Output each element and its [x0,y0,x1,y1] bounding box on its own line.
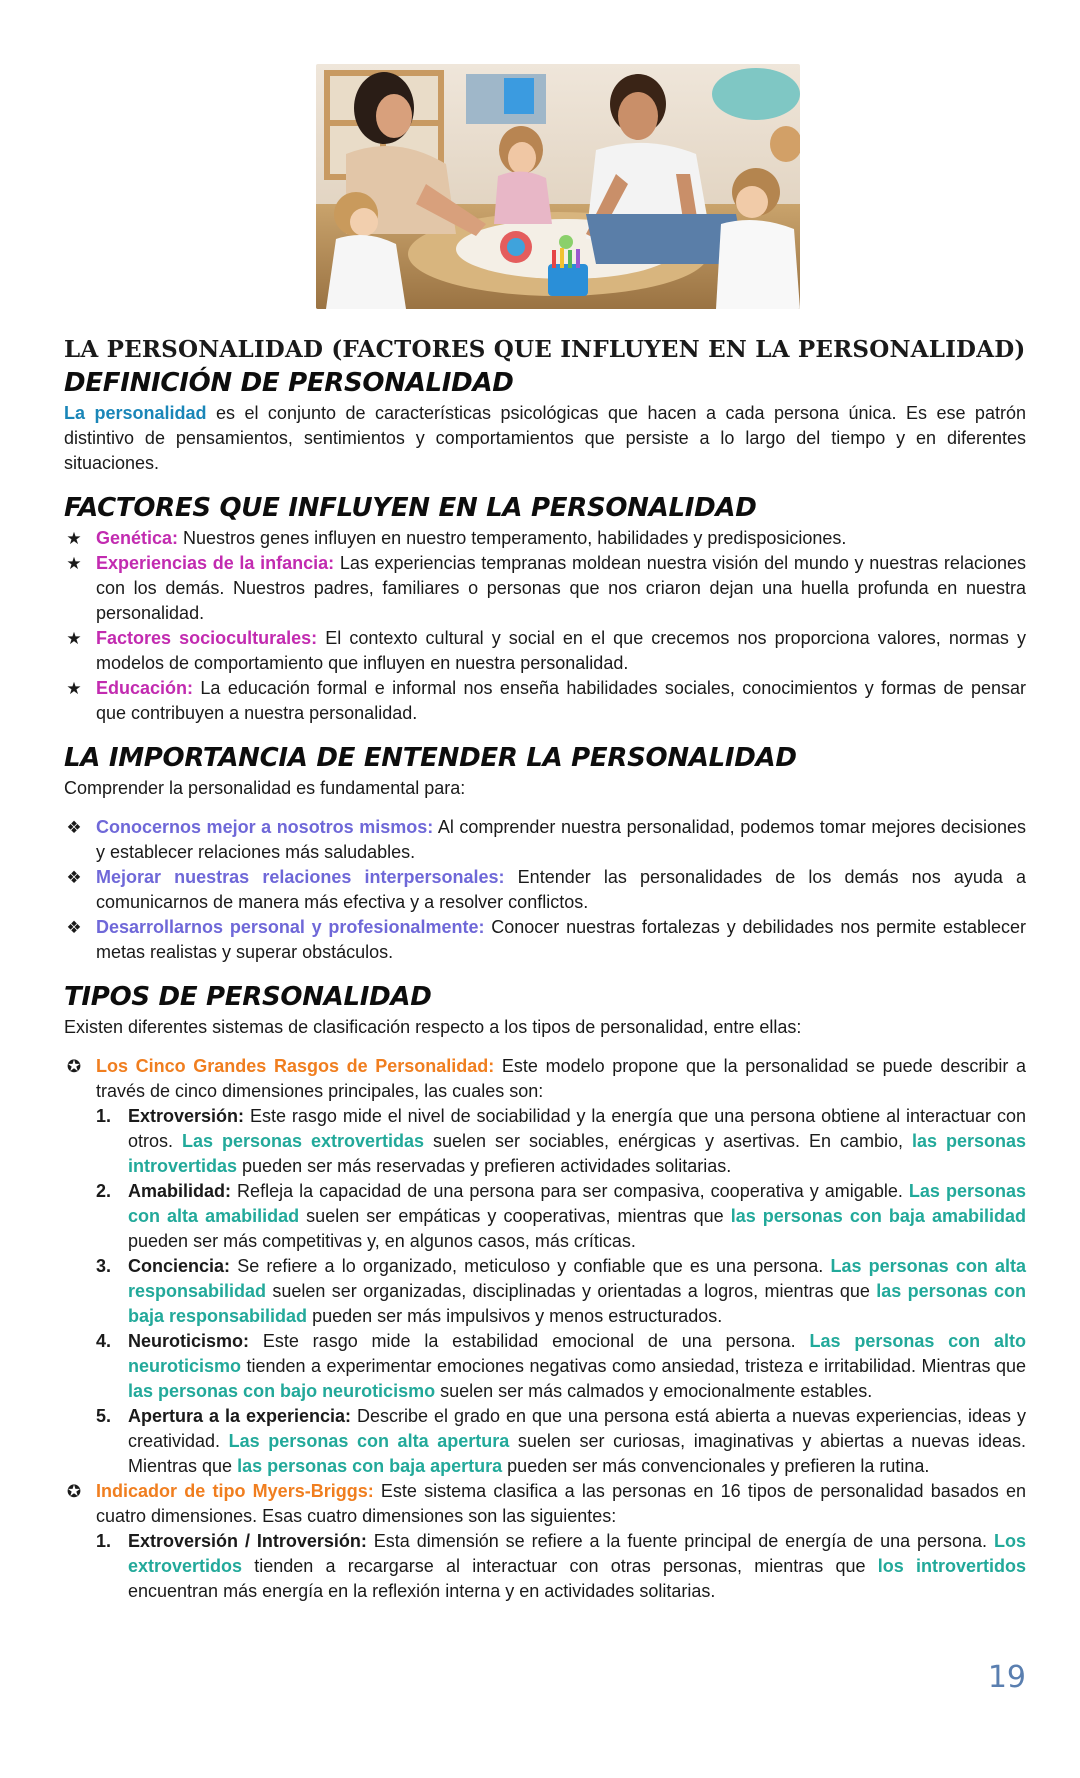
circle-star-icon: ✪ [66,1482,82,1501]
types-list [64,1054,1026,1104]
family-drawing-illustration [316,64,800,309]
diamond-icon: ❖ [66,918,82,937]
star-icon: ★ [66,554,82,573]
types-heading: TIPOS DE PERSONALIDAD [64,982,432,1012]
list-item: ★ Factores socioculturales: El contexto cultural y social en el que crecemos nos proporciona valores, normas y modelos de comportamiento que influyen en nuestra personalidad. [64,626,1026,676]
list-item: ❖ Conocernos mejor a nosotros mismos: Al comprender nuestra personalidad, podemos tomar mejores decisiones y establecer relaciones más saludables. [64,815,1026,865]
content-column [64,325,1026,1604]
diamond-icon: ❖ [66,818,82,837]
list-item: ✪ Los Cinco Grandes Rasgos de Personalidad: Este modelo propone que la personalidad se puede describir a través de cinco dimensiones principales, las cuales son: [64,1054,1026,1104]
list-item: ❖ Mejorar nuestras relaciones interpersonales: Entender las personalidades de los demás nos ayuda a comunicarnos de manera más efectiva y a resolver conflictos. [64,865,1026,915]
importance-heading: LA IMPORTANCIA DE ENTENDER LA PERSONALIDAD [64,743,797,773]
types-intro: Existen diferentes sistemas de clasificación respecto a los tipos de personalidad, entre ellas: [64,1017,802,1037]
definition-paragraph [64,401,1026,476]
big5-sublist [64,1104,1026,1479]
list-item: ❖ Desarrollarnos personal y profesionalmente: Conocer nuestras fortalezas y debilidades nos permite establecer metas realistas y superar obstáculos. [64,915,1026,965]
list-item: ★ Genética: Nuestros genes influyen en nuestro temperamento, habilidades y predisposiciones. [64,526,1026,551]
factors-list [64,526,1026,726]
star-icon: ★ [66,529,82,548]
list-item: 5. Apertura a la experiencia: Describe el grado en que una persona está abierta a nuevas experiencias, ideas y creatividad. Las personas con alta apertura suelen ser curiosas, imaginativas y abiertas a nuevas ideas. Mientras que las personas con baja apertura pueden ser más convencionales y prefieren la rutina. [96,1406,1026,1476]
page-number: 19 [987,1660,1026,1695]
circle-star-icon: ✪ [66,1057,82,1076]
importance-list [64,815,1026,965]
list-item: ✪ Indicador de tipo Myers-Briggs: Este sistema clasifica a las personas en 16 tipos de personalidad basados en cuatro dimensiones. Esas cuatro dimensiones son las siguientes: [64,1479,1026,1529]
definition-text: es el conjunto de características psicológicas que hacen a cada persona única. Es ese patrón distintivo de pensamientos, sentimientos y comportamientos que persiste a lo largo del tiempo y en diferentes situaciones. [64,403,1026,473]
types-list-2 [64,1479,1026,1529]
list-item: 3. Conciencia: Se refiere a lo organizado, meticuloso y confiable que es una persona. Las personas con alta responsabilidad suelen ser organizadas, disciplinadas y orientadas a logros, mientras que las personas con baja responsabilidad pueden ser más impulsivos y menos estructurados. [96,1256,1026,1326]
mbti-sublist [64,1529,1026,1604]
star-icon: ★ [66,679,82,698]
importance-intro: Comprender la personalidad es fundamental para: [64,778,466,798]
list-item: 1. Extroversión / Introversión: Esta dimensión se refiere a la fuente principal de energía de una persona. Los extrovertidos tienden a recargarse al interactuar con otras personas, mientras que los introvertidos encuentran más energía en la reflexión interna y en actividades solitarias. [96,1531,1026,1601]
list-item: 1. Extroversión: Este rasgo mide el nivel de sociabilidad y la energía que una persona obtiene al interactuar con otros. Las personas extrovertidas suelen ser sociables, enérgicas y asertivas. En cambio, las personas introvertidas pueden ser más reservadas y prefieren actividades solitarias. [96,1106,1027,1176]
definition-heading: DEFINICIÓN DE PERSONALIDAD [64,368,514,398]
list-item: ★ Educación: La educación formal e informal nos enseña habilidades sociales, conocimientos y formas de pensar que contribuyen a nuestra personalidad. [64,676,1026,726]
diamond-icon: ❖ [66,868,82,887]
list-item: 2. Amabilidad: Refleja la capacidad de una persona para ser compasiva, cooperativa y amigable. Las personas con alta amabilidad suelen ser empáticas y cooperativas, mientras que las personas con baja amabilidad pueden ser más competitivas y, en algunos casos, más críticas. [96,1181,1026,1251]
document-title: LA PERSONALIDAD (FACTORES QUE INFLUYEN EN LA PERSONALIDAD) [64,336,1026,363]
list-item: 4. Neuroticismo: Este rasgo mide la estabilidad emocional de una persona. Las personas con alto neuroticismo tienden a experimentar emociones negativas como ansiedad, tristeza e irritabilidad. Mientras que las personas con bajo neuroticismo suelen ser más calmados y emocionalmente estables. [96,1331,1026,1401]
list-item: ★ Experiencias de la infancia: Las experiencias tempranas moldean nuestra visión del mundo y nuestras relaciones con los demás. Nuestros padres, familiares o personas que nos criaron dejan una huella profunda en nuestra personalidad. [64,551,1026,626]
factors-heading: FACTORES QUE INFLUYEN EN LA PERSONALIDAD [64,493,757,523]
hero-illustration [316,64,800,309]
definition-lead: La personalidad [64,403,207,423]
star-icon: ★ [66,629,82,648]
